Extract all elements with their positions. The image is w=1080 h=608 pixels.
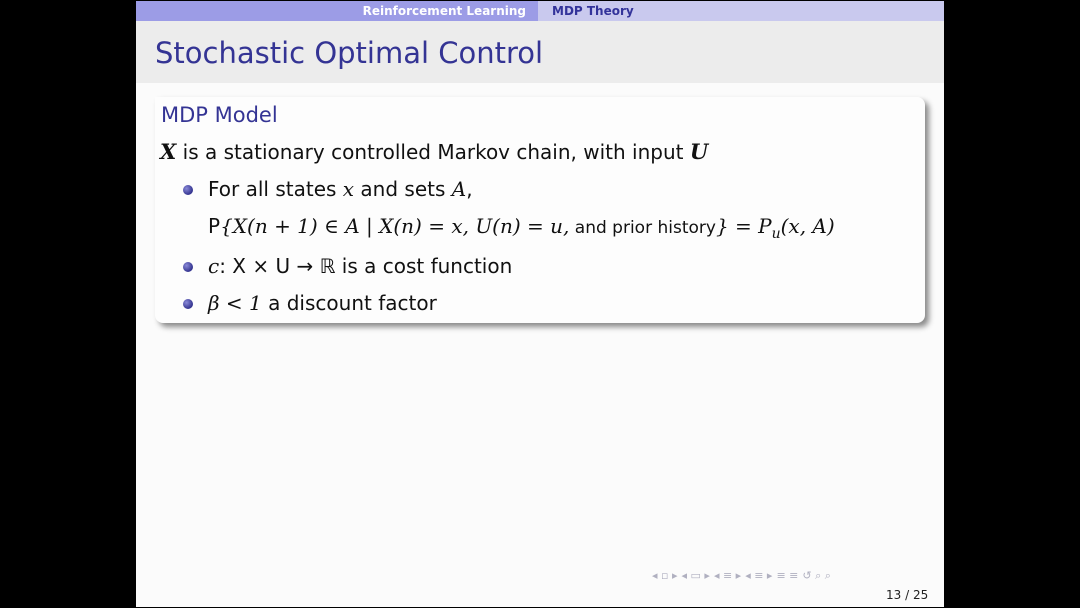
- intro-text: is a stationary controlled Markov chain, with input: [176, 140, 690, 164]
- slide-title: Stochastic Optimal Control: [155, 36, 544, 70]
- intro-line: [160, 139, 708, 164]
- page-number: 13 / 25: [886, 588, 929, 602]
- transition-formula: [208, 214, 835, 242]
- formula-p: P: [208, 214, 221, 238]
- nav-appendix-icon[interactable]: ≡ ≡: [776, 569, 799, 582]
- headline-subsection-link[interactable]: [538, 1, 944, 21]
- formula-args: (x, A): [780, 214, 835, 238]
- discount-math: β < 1: [208, 291, 262, 315]
- headline-nav: [136, 1, 944, 21]
- bullet1-mid: and sets: [354, 177, 452, 201]
- cost-text: : X × U → ℝ is a cost function: [219, 254, 513, 278]
- bullet1-post: ,: [466, 177, 473, 201]
- bullet-cost: [208, 254, 512, 278]
- nav-subsection-icon[interactable]: ◂ ▭ ▸: [681, 569, 710, 582]
- formula-sub: u: [771, 226, 781, 242]
- bullet1-x: x: [342, 177, 355, 201]
- nav-search-icon[interactable]: ↺ ⌕ ⌕: [802, 569, 831, 582]
- beamer-navigation: [652, 569, 831, 583]
- discount-text: a discount factor: [261, 291, 437, 315]
- bullet-discount: [208, 291, 437, 315]
- formula-end: } = P: [715, 214, 772, 238]
- formula-body: {X(n + 1) ∈ A | X(n) = x, U(n) = u,: [220, 214, 570, 238]
- var-x: X: [160, 139, 177, 164]
- frame-titlebar: [136, 21, 944, 83]
- nav-section-icon[interactable]: ◂ ≡ ▸: [713, 569, 742, 582]
- slide: [136, 1, 944, 607]
- bullet-icon: [183, 299, 193, 309]
- block-title: MDP Model: [161, 103, 278, 127]
- bullet-icon: [183, 262, 193, 272]
- cost-c: c: [208, 254, 220, 278]
- headline-section-label: Reinforcement Learning: [362, 4, 526, 18]
- bullet1-pre: For all states: [208, 177, 343, 201]
- nav-frame-icon[interactable]: ◂ ▫ ▸: [652, 569, 678, 582]
- bullet-states: [208, 177, 473, 201]
- bullet-icon: [183, 185, 193, 195]
- headline-section-link[interactable]: [136, 1, 538, 21]
- var-u: U: [689, 139, 709, 164]
- headline-subsection-label: MDP Theory: [552, 4, 634, 18]
- nav-subsection-list-icon[interactable]: ◂ ≡ ▸: [745, 569, 773, 582]
- bullet1-A: A: [451, 177, 467, 201]
- formula-text: and prior history: [569, 218, 716, 238]
- mdp-model-block: [155, 97, 925, 323]
